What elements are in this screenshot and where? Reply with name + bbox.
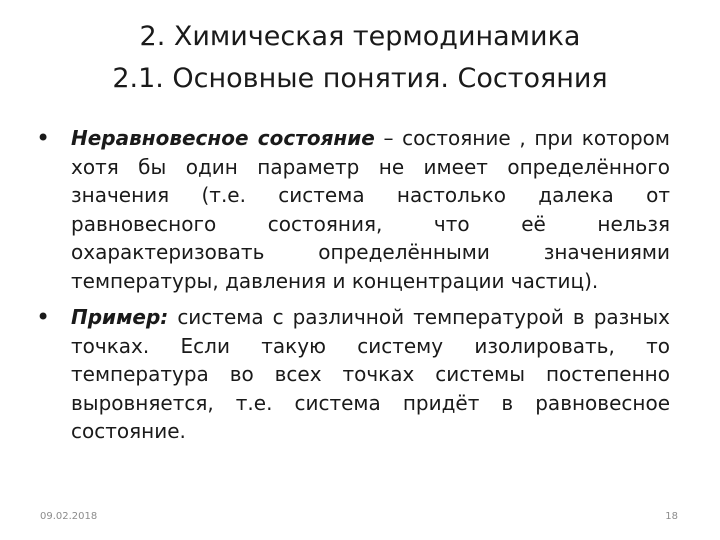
slide-content	[36, 124, 670, 454]
slide-title-line2: 2.1. Основные понятия. Состояния	[112, 63, 608, 94]
bullet-dash	[168, 305, 177, 329]
footer-page-number: 18	[665, 511, 678, 522]
bullet-dot-icon: •	[36, 124, 51, 152]
footer-date: 09.02.2018	[40, 511, 98, 522]
bullet-dash: –	[374, 126, 403, 150]
bullet-text: состояние , при котором хотя бы один параметр не имеет определённого значения (т.е. система настолько далека от равновесного состояния, что её нельзя охарактеризовать определёнными значениями температуры, давления и концентрации частиц).	[71, 126, 671, 293]
bullet-term: Пример:	[71, 305, 169, 329]
bullet-term: Неравновесное состояние	[71, 126, 375, 150]
slide-title-line1: 2. Химическая термодинамика	[139, 21, 581, 52]
slide-title	[40, 16, 680, 100]
bullet-text: система с различной температурой в разных точках. Если такую систему изолировать, то температура во всех точках системы постепенно выровняется, т.е. система придёт в равновесное состояние.	[71, 305, 671, 443]
bullet-item-example	[36, 303, 670, 446]
bullet-item-nonequilibrium	[36, 124, 670, 295]
bullet-dot-icon: •	[36, 303, 51, 331]
